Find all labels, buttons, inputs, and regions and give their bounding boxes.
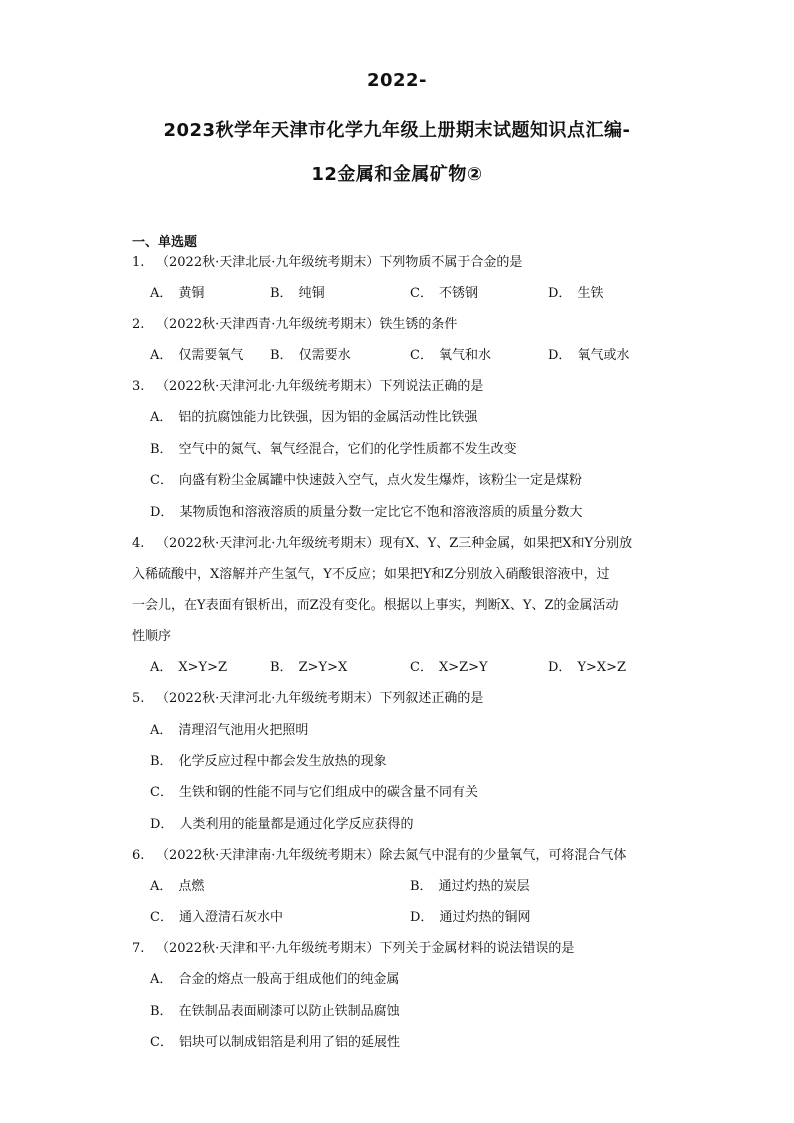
question-source: （2022秋·天津津南·九年级统考期末） <box>156 848 380 863</box>
question-2 <box>132 318 672 331</box>
question-stem: 除去氮气中混有的少量氧气，可将混合气体 <box>379 848 627 863</box>
question-number: 3. <box>132 379 145 394</box>
question-7 <box>132 942 672 955</box>
question-5-option-b[interactable]: B． 化学反应过程中都会发生放热的现象 <box>150 754 387 769</box>
question-4-option-a[interactable]: A． X>Y>Z <box>150 660 228 675</box>
question-6 <box>132 849 672 862</box>
question-4 <box>132 537 672 550</box>
title-line-1: 2022- <box>366 70 428 91</box>
question-3-option-a[interactable]: A． 铝的抗腐蚀能力比铁强，因为铝的金属活动性比铁强 <box>150 410 478 425</box>
question-2-option-b[interactable]: B． 仅需要水 <box>270 348 351 363</box>
question-5 <box>132 692 672 705</box>
question-3 <box>132 380 672 393</box>
question-7-option-c[interactable]: C． 铝块可以制成铝箔是利用了铝的延展性 <box>150 1035 400 1050</box>
question-1-option-b[interactable]: B． 纯铜 <box>270 286 325 301</box>
question-source: （2022秋·天津西青·九年级统考期末） <box>156 317 380 332</box>
question-3-option-c[interactable]: C． 向盛有粉尘金属罐中快速鼓入空气，点火发生爆炸，该粉尘一定是煤粉 <box>150 473 582 488</box>
question-5-option-c[interactable]: C． 生铁和钢的性能不同与它们组成中的碳含量不同有关 <box>150 785 478 800</box>
question-stem: 铁生锈的条件 <box>379 317 458 332</box>
question-4-option-d[interactable]: D． Y>X>Z <box>548 660 627 675</box>
question-4-stem-line-4: 性顺序 <box>132 629 172 644</box>
question-4-option-c[interactable]: C． X>Z>Y <box>410 660 488 675</box>
section-heading: 一、单选题 <box>132 235 198 250</box>
question-source: （2022秋·天津北辰·九年级统考期末） <box>156 255 380 270</box>
title-line-3: 12金属和金属矿物② <box>311 164 483 185</box>
question-stem: 现有X、Y、Z三种金属，如果把X和Y分别放 <box>379 536 633 551</box>
question-source: （2022秋·天津河北·九年级统考期末） <box>156 691 380 706</box>
question-stem: 下列说法正确的是 <box>379 379 484 394</box>
title-line-2: 2023秋学年天津市化学九年级上册期末试题知识点汇编- <box>163 120 631 141</box>
question-1-option-c[interactable]: C． 不锈钢 <box>410 286 478 301</box>
question-stem: 下列物质不属于合金的是 <box>379 255 523 270</box>
question-6-option-b[interactable]: B． 通过灼热的炭层 <box>410 879 530 894</box>
question-number: 5. <box>132 691 145 706</box>
question-5-option-d[interactable]: D． 人类利用的能量都是通过化学反应获得的 <box>150 817 414 832</box>
question-4-option-b[interactable]: B． Z>Y>X <box>270 660 348 675</box>
question-number: 1. <box>132 255 145 270</box>
question-1-option-d[interactable]: D． 生铁 <box>548 286 604 301</box>
question-3-option-b[interactable]: B． 空气中的氮气、氧气经混合，它们的化学性质都不发生改变 <box>150 442 517 457</box>
question-number: 2. <box>132 317 145 332</box>
question-1-option-a[interactable]: A． 黄铜 <box>150 286 205 301</box>
question-6-option-a[interactable]: A． 点燃 <box>150 879 205 894</box>
question-4-stem-line-3: 一会儿，在Y表面有银析出，而Z没有变化。根据以上事实，判断X、Y、Z的金属活动 <box>132 598 619 613</box>
question-6-option-d[interactable]: D． 通过灼热的铜网 <box>410 910 531 925</box>
question-4-stem-line-2: 入稀硫酸中，X溶解并产生氢气，Y不反应；如果把Y和Z分别放入硝酸银溶液中，过 <box>132 567 610 582</box>
question-1 <box>132 256 672 269</box>
question-number: 7. <box>132 941 145 956</box>
question-6-option-c[interactable]: C． 通入澄清石灰水中 <box>150 910 283 925</box>
question-number: 4. <box>132 536 145 551</box>
question-stem: 下列关于金属材料的说法错误的是 <box>379 941 575 956</box>
question-2-option-a[interactable]: A． 仅需要氧气 <box>150 348 244 363</box>
question-source: （2022秋·天津河北·九年级统考期末） <box>156 536 380 551</box>
question-2-option-d[interactable]: D． 氧气或水 <box>548 348 630 363</box>
question-source: （2022秋·天津和平·九年级统考期末） <box>156 941 380 956</box>
question-stem: 下列叙述正确的是 <box>379 691 484 706</box>
question-7-option-a[interactable]: A． 合金的熔点一般高于组成他们的纯金属 <box>150 972 400 987</box>
question-7-option-b[interactable]: B． 在铁制品表面刷漆可以防止铁制品腐蚀 <box>150 1004 400 1019</box>
question-source: （2022秋·天津河北·九年级统考期末） <box>156 379 380 394</box>
question-number: 6. <box>132 848 145 863</box>
question-2-option-c[interactable]: C． 氧气和水 <box>410 348 491 363</box>
question-3-option-d[interactable]: D． 某物质饱和溶液溶质的质量分数一定比它不饱和溶液溶质的质量分数大 <box>150 505 583 520</box>
question-5-option-a[interactable]: A． 清理沼气池用火把照明 <box>150 723 309 738</box>
